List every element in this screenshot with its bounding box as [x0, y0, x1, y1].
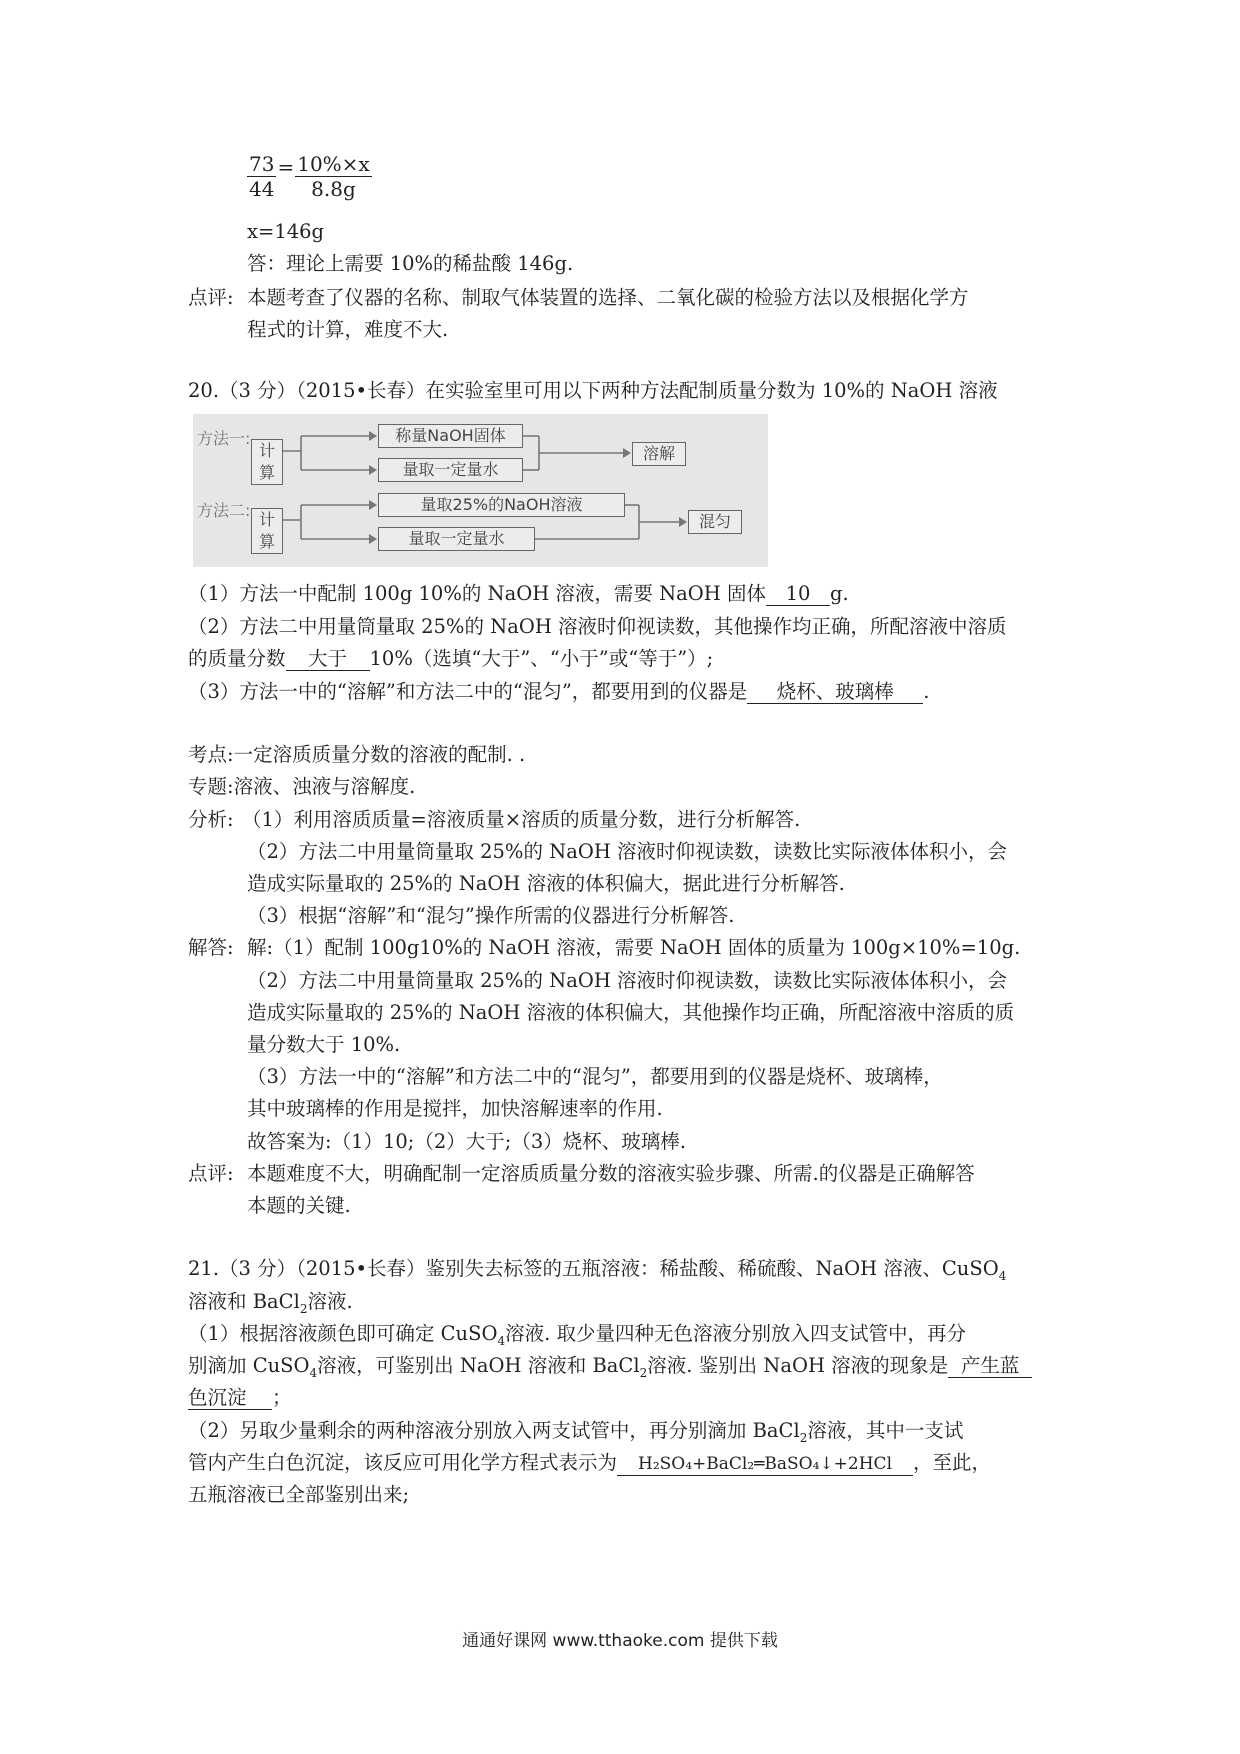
q20-part3-text: （3）方法一中的“溶解”和方法二中的“混匀”，都要用到的仪器是	[188, 680, 748, 703]
fenxi-2b: 造成实际量取的 25%的 NaOH 溶液的体积偏大，据此进行分析解答.	[247, 872, 845, 895]
q21-part1-answer-a: 产生蓝	[948, 1355, 1032, 1378]
dianping-label: 点评:	[188, 1162, 234, 1185]
q21-part2-line2	[188, 1449, 991, 1477]
jieda-3a: （3）方法一中的“溶解”和方法二中的“混匀”，都要用到的仪器是烧杯、玻璃棒，	[247, 1065, 943, 1088]
q21-p1-text-c: 别滴加 CuSO	[188, 1354, 310, 1377]
q20-part3	[188, 678, 930, 706]
zhuanti: 专题:溶液、浊液与溶解度.	[188, 775, 416, 798]
jieda-2c: 量分数大于 10%.	[247, 1033, 401, 1056]
jieda-2b: 造成实际量取的 25%的 NaOH 溶液的体积偏大，其他操作均正确，所配溶液中溶质的质	[247, 1001, 1015, 1024]
q20-part3-end: .	[923, 680, 930, 703]
fraction-left	[247, 152, 276, 201]
method2-water-box: 量取一定量水	[378, 527, 535, 551]
q21-stem-line1	[188, 1255, 1006, 1290]
fraction-right	[295, 152, 372, 201]
q21-p1-sub-c: 2	[639, 1365, 648, 1380]
q21-p2-sub: 2	[799, 1430, 808, 1445]
q21-p1-sub-a: 4	[497, 1333, 506, 1348]
q21-stem-b-end: 溶液.	[307, 1290, 353, 1313]
method2-label: 方法二:	[197, 501, 251, 520]
q20-part1-text: （1）方法一中配制 100g 10%的 NaOH 溶液，需要 NaOH 固体	[188, 582, 767, 605]
q20-part1	[188, 580, 849, 608]
method1-weigh-box: 称量NaOH固体	[378, 424, 523, 448]
flowchart-figure	[193, 414, 768, 567]
comment19-line2: 程式的计算，难度不大.	[247, 318, 449, 341]
jieda-3b: 其中玻璃棒的作用是搅拌，加快溶解速率的作用.	[247, 1097, 663, 1120]
q21-stem-sub: 4	[998, 1268, 1007, 1283]
method2-dilute-box: 量取25%的NaOH溶液	[378, 493, 625, 517]
page-footer: 通通好课网 www.tthaoke.com 提供下载	[462, 1631, 778, 1651]
q20-part2-answer: 大于	[286, 648, 370, 671]
fenxi-1: （1）利用溶质质量=溶液质量×溶质的质量分数，进行分析解答.	[242, 808, 801, 831]
fenxi-label: 分析:	[188, 808, 234, 831]
x-result: x=146g	[247, 220, 325, 243]
q21-stem-b-sub: 2	[299, 1301, 308, 1316]
q21-p1-text-e: 溶液. 鉴别出 NaOH 溶液的现象是	[647, 1354, 949, 1377]
q21-stem-b-text: 溶液和 BaCl	[188, 1290, 300, 1313]
q20-part2-line2	[188, 645, 713, 673]
q21-p2-text-a: （2）另取少量剩余的两种溶液分别放入两支试管中，再分别滴加 BaCl	[188, 1419, 800, 1442]
q20-part2-text: 的质量分数	[188, 647, 286, 670]
fraction-right-denominator: 8.8g	[311, 177, 356, 201]
q21-part2-answer: H₂SO₄+BaCl₂═BaSO₄↓+2HCl	[617, 1453, 913, 1476]
q21-p1-text-d: 溶液，可鉴别出 NaOH 溶液和 BaCl	[317, 1354, 640, 1377]
q21-part1-answer-b: 色沉淀	[188, 1387, 272, 1410]
q21-stem-line2	[188, 1288, 353, 1323]
calc-answer: 答：理论上需要 10%的稀盐酸 146g.	[247, 252, 574, 275]
dianping-1: 本题难度不大，明确配制一定溶质质量分数的溶液实验步骤、所需.的仪器是正确解答	[247, 1162, 975, 1185]
method1-water-box: 量取一定量水	[378, 458, 523, 482]
q20-part1-answer: 10	[766, 583, 830, 606]
q20-part2-options: 10%（选填“大于”、“小于”或“等于”）;	[369, 647, 714, 670]
q20-part1-unit: g.	[830, 582, 849, 605]
q21-part1-end: ；	[272, 1386, 292, 1409]
comment19-line1: 本题考查了仪器的名称、制取气体装置的选择、二氧化碳的检验方法以及根据化学方	[247, 286, 969, 309]
method1-calc-box: 计算	[251, 439, 283, 485]
q21-part1-line2	[188, 1352, 1032, 1387]
method1-dissolve-box: 溶解	[632, 442, 686, 466]
jieda-2a: （2）方法二中用量筒量取 25%的 NaOH 溶液时仰视读数，读数比实际液体体积小，会	[247, 969, 1008, 992]
q21-p1-text-a: （1）根据溶液颜色即可确定 CuSO	[188, 1322, 498, 1345]
jieda-answer: 故答案为:（1）10;（2）大于;（3）烧杯、玻璃棒.	[247, 1130, 686, 1153]
q21-p1-sub-b: 4	[309, 1365, 318, 1380]
equals-sign: =	[277, 154, 295, 179]
method2-calc-box: 计算	[251, 508, 283, 554]
q21-part1-line3	[188, 1384, 292, 1412]
q20-part2-line1: （2）方法二中用量筒量取 25%的 NaOH 溶液时仰视读数，其他操作均正确，所配溶液中溶质	[188, 615, 1007, 638]
jieda-1: 解:（1）配制 100g10%的 NaOH 溶液，需要 NaOH 固体的质量为 100g×10%=10g.	[247, 936, 1021, 959]
jieda-label: 解答:	[188, 936, 234, 959]
q21-p2-text-d: ，至此，	[913, 1451, 992, 1474]
q21-part2-line3: 五瓶溶液已全部鉴别出来;	[188, 1483, 410, 1506]
q20-part3-answer: 烧杯、玻璃棒	[747, 681, 923, 704]
fraction-left-denominator: 44	[249, 177, 275, 201]
q21-p1-text-b: 溶液. 取少量四种无色溶液分别放入四支试管中，再分	[505, 1322, 966, 1345]
proportion-equation	[247, 152, 372, 201]
comment19-label: 点评:	[188, 286, 234, 309]
q21-p2-text-c: 管内产生白色沉淀，该反应可用化学方程式表示为	[188, 1451, 618, 1474]
q20-stem: 20.（3 分）（2015•长春）在实验室里可用以下两种方法配制质量分数为 10%的 NaOH 溶液	[188, 379, 998, 402]
q21-part2-line1	[188, 1417, 963, 1452]
fraction-left-numerator: 73	[249, 152, 275, 176]
q21-stem-text: 21.（3 分）（2015•长春）鉴别失去标签的五瓶溶液：稀盐酸、稀硫酸、NaOH 溶液、CuSO	[188, 1257, 999, 1280]
fenxi-3: （3）根据“溶解”和“混匀”操作所需的仪器进行分析解答.	[247, 904, 735, 927]
q21-part1-line1	[188, 1320, 966, 1355]
method1-label: 方法一:	[197, 429, 251, 448]
dianping-2: 本题的关键.	[247, 1194, 351, 1217]
kaodian: 考点:一定溶质质量分数的溶液的配制. .	[188, 743, 526, 766]
fenxi-2a: （2）方法二中用量筒量取 25%的 NaOH 溶液时仰视读数，读数比实际液体体积小，会	[247, 840, 1008, 863]
method2-mix-box: 混匀	[688, 510, 742, 534]
q21-p2-text-b: 溶液，其中一支试	[807, 1419, 964, 1442]
fraction-right-numerator: 10%×x	[297, 152, 370, 176]
